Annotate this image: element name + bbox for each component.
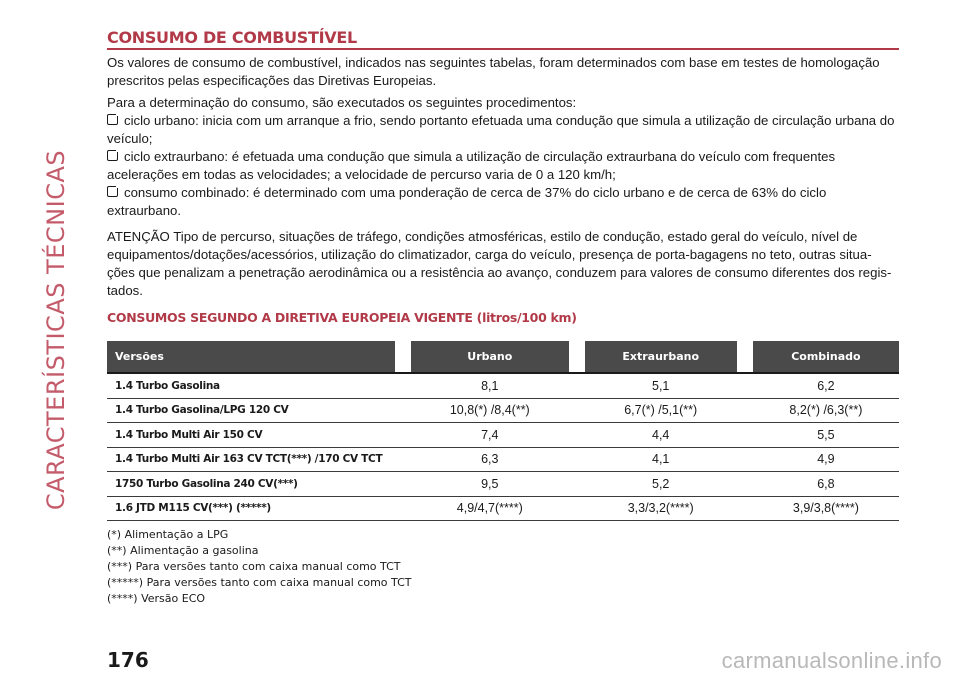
checkbox-bullet-icon [107,150,118,161]
procedure-text: consumo combinado: é determinado com uma ponderação de cerca de 37% do ciclo urbano e de cerca de 63% do ciclo extraurbano. [107,185,827,218]
procedure-item [107,112,899,148]
cell-combined: 3,9/3,8(****) [753,496,899,521]
cell-version: 1.4 Turbo Multi Air 163 CV TCT(***) /170 CV TCT [107,447,395,472]
header-gap [737,341,753,373]
cell-urban: 4,9/4,7(****) [411,496,569,521]
cell-urban: 8,1 [411,373,569,398]
procedures-intro: Para a determinação do consumo, são executados os seguintes procedimentos: [107,95,577,110]
header-extraurban: Extraurbano [585,341,737,373]
cell-combined: 4,9 [753,447,899,472]
footnote: (**) Alimentação a gasolina [107,544,259,557]
table-title: CONSUMOS SEGUNDO A DIRETIVA EUROPEIA VIGENTE (litros/100 km) [107,310,577,325]
table-footnotes [107,527,412,607]
table-row [107,423,899,448]
cell-version: 1.4 Turbo Multi Air 150 CV [107,423,395,448]
cell-version: 1750 Turbo Gasolina 240 CV(***) [107,472,395,497]
table-row [107,398,899,423]
cell-extraurban: 4,1 [585,447,737,472]
attention-paragraph: ATENÇÃO Tipo de percurso, situações de tráfego, condições atmosféricas, estilo de condução, estado geral do veículo, nível de equipamentos/dotações/acessórios, utilização do climatizador, carga do veículo, presença de porta-bagagens no teto, outras situa-ções que penalizam a penetração aerodinâmica ou a resistência ao avanço, conduzem para valores de consumo diferentes dos regis-tados. [107,229,892,298]
procedure-text: ciclo urbano: inicia com um arranque a frio, sendo portanto efetuada uma condução que simula a utilização de circulação urbana do veículo; [107,113,895,146]
header-gap [569,341,585,373]
side-chapter-title: CARACTERÍSTICAS TÉCNICAS [42,149,70,511]
footnote: (*****) Para versões tanto com caixa manual como TCT [107,576,412,589]
table-row [107,373,899,398]
table-row [107,496,899,521]
procedure-item [107,184,899,220]
cell-extraurban: 5,2 [585,472,737,497]
cell-urban: 7,4 [411,423,569,448]
main-content [107,28,899,325]
cell-version: 1.4 Turbo Gasolina [107,373,395,398]
cell-extraurban: 4,4 [585,423,737,448]
cell-extraurban: 3,3/3,2(****) [585,496,737,521]
page-number: 176 [107,648,149,672]
cell-version: 1.6 JTD M115 CV(***) (*****) [107,496,395,521]
procedure-text: ciclo extraurbano: é efetuada uma condução que simula a utilização de circulação extraurbana do veículo com frequentes acelerações em todas as velocidades; a velocidade de percurso varia de 0 a 120 km/h; [107,149,836,182]
cell-combined: 6,8 [753,472,899,497]
cell-urban: 9,5 [411,472,569,497]
table-row [107,472,899,497]
checkbox-bullet-icon [107,186,118,197]
intro-paragraph: Os valores de consumo de combustível, indicados nas seguintes tabelas, foram determinados com base em testes de homologação prescritos pelas especificações das Diretivas Europeias. [107,55,880,88]
footnote: (***) Para versões tanto com caixa manual como TCT [107,560,401,573]
section-title: CONSUMO DE COMBUSTÍVEL [107,28,899,50]
cell-combined: 5,5 [753,423,899,448]
header-gap [395,341,411,373]
cell-extraurban: 5,1 [585,373,737,398]
cell-extraurban: 6,7(*) /5,1(**) [585,398,737,423]
cell-combined: 8,2(*) /6,3(**) [753,398,899,423]
checkbox-bullet-icon [107,114,118,125]
header-urban: Urbano [411,341,569,373]
footnote: (****) Versão ECO [107,592,206,605]
footnote: (*) Alimentação a LPG [107,528,229,541]
cell-urban: 6,3 [411,447,569,472]
watermark[interactable]: carmanualsonline.info [721,648,942,673]
consumption-table [107,341,899,521]
procedure-item [107,148,899,184]
cell-combined: 6,2 [753,373,899,398]
header-versions: Versões [107,341,395,373]
header-combined: Combinado [753,341,899,373]
cell-urban: 10,8(*) /8,4(**) [411,398,569,423]
table-header-row [107,341,899,373]
cell-version: 1.4 Turbo Gasolina/LPG 120 CV [107,398,395,423]
table-row [107,447,899,472]
